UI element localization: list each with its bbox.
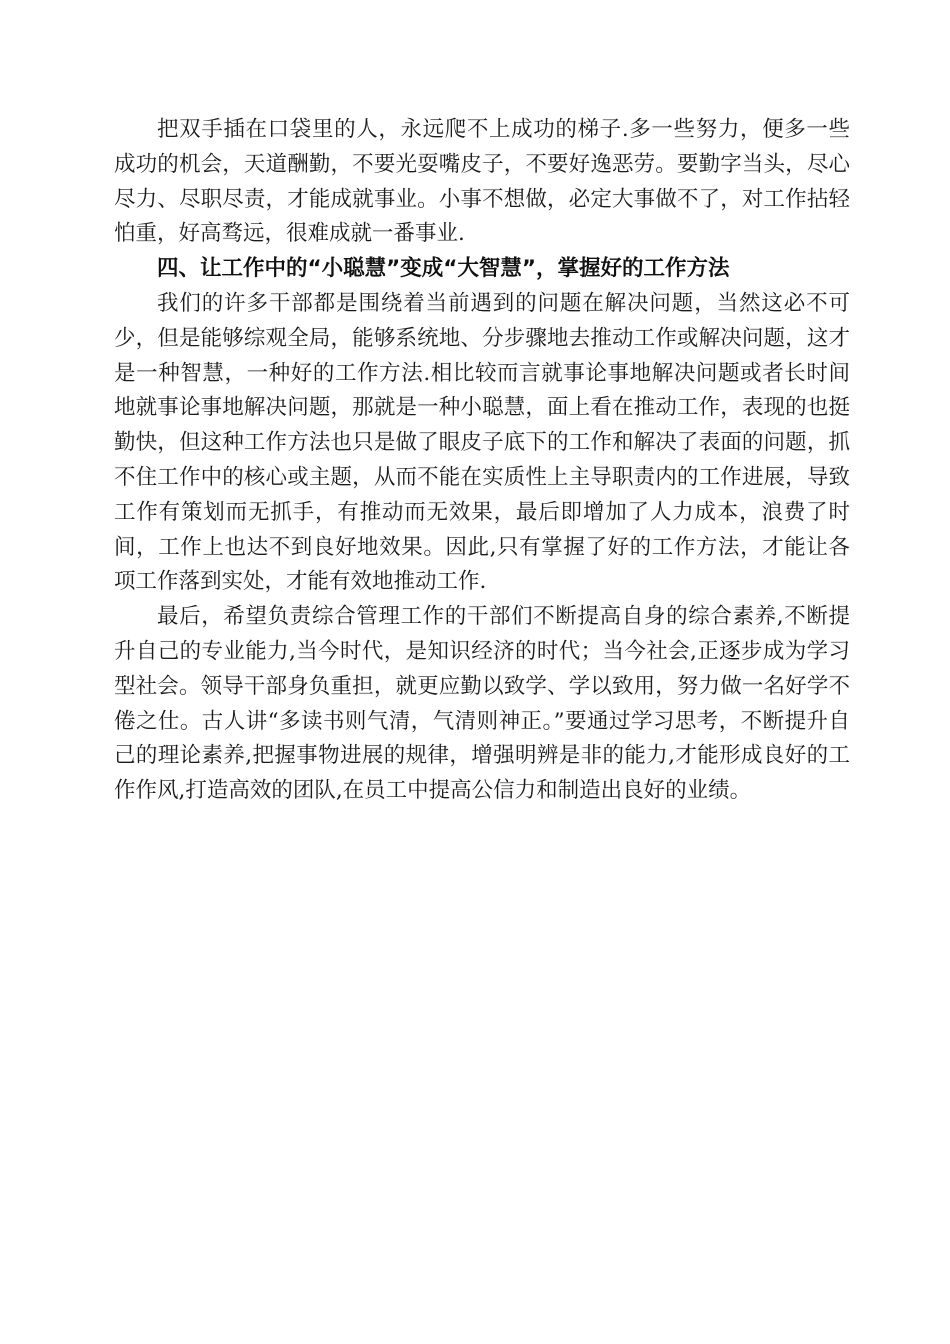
paragraph-conclusion: 最后，希望负责综合管理工作的干部们不断提高自身的综合素养,不断提升自己的专业能力,当今时代，是知识经济的时代；当今社会,正逐步成为学习型社会。领导干部身负重担，就更应勤以致学、学以致用，努力做一名好学不倦之仕。古人讲“多读书则气清，气清则神正。”要通过学习思考，不断提升自己的理论素养,把握事物进展的规律，增强明辨是非的能力,才能形成良好的工作作风,打造高效的团队,在员工中提高公信力和制造出良好的业绩。 — [114, 604, 850, 804]
paragraph-diligence: 把双手插在口袋里的人，永远爬不上成功的梯子.多一些努力，便多一些成功的机会，天道酬勤，不要光耍嘴皮子，不要好逸恶劳。要勤字当头，尽心尽力、尽职尽责，才能成就事业。小事不想做，必定大事做不了，对工作拈轻怕重，好高骛远，很难成就一番事业. — [114, 117, 850, 247]
paragraph-work-methods: 我们的许多干部都是围绕着当前遇到的问题在解决问题，当然这必不可少，但是能够综观全局，能够系统地、分步骤地去推动工作或解决问题，这才是一种智慧，一种好的工作方法.相比较而言就事论事地解决问题或者长时间地就事论事地解决问题，那就是一种小聪慧，面上看在推动工作，表现的也挺勤快，但这种工作方法也只是做了眼皮子底下的工作和解决了表面的问题，抓不住工作中的核心或主题，从而不能在实质性上主导职责内的工作进展，导致工作有策划而无抓手，有推动而无效果，最后即增加了人力成本，浪费了时间，工作上也达不到良好地效果。因此,只有掌握了好的工作方法，才能让各项工作落到实处，才能有效地推动工作. — [114, 290, 850, 595]
section-heading-4: 四、让工作中的“小聪慧”变成“大智慧”，掌握好的工作方法 — [157, 256, 730, 282]
document-body — [114, 113, 850, 809]
